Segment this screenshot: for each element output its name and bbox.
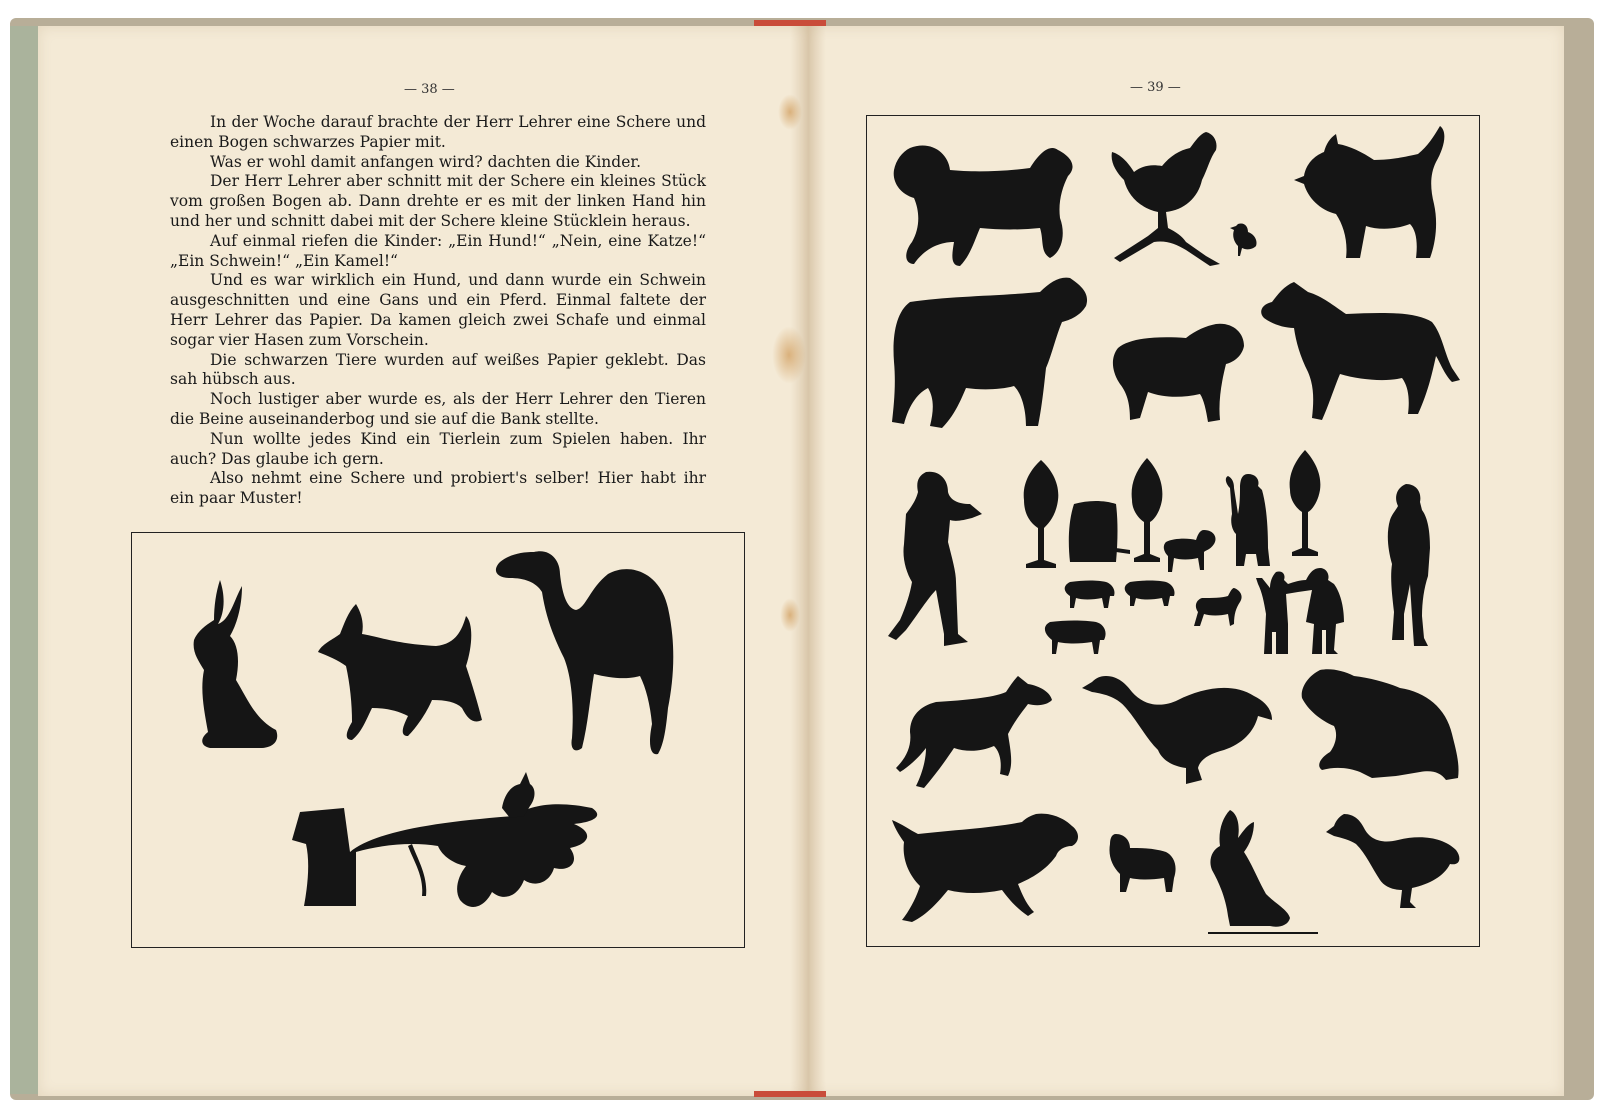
lamb-icon <box>1042 618 1108 656</box>
chick-icon <box>1230 222 1260 256</box>
shepherd-icon <box>1222 474 1272 570</box>
dog-icon <box>890 142 1078 270</box>
tree-icon <box>1022 460 1060 568</box>
tree-icon <box>1288 450 1322 556</box>
paper-stain <box>778 94 802 130</box>
cow-icon <box>890 276 1094 440</box>
paragraph: Der Herr Lehrer aber schnitt mit der Schere ein kleines Stück vom großen Bogen ab. Dann drehte er es mit der linken Hand hin und her und schnitt dabei mit der Schere kleine Stücklein heraus. <box>170 172 706 230</box>
boy-icon <box>886 470 986 650</box>
goose-icon <box>1082 676 1274 786</box>
paragraph: Noch lustiger aber wurde es, als der Herr Lehrer den Tieren die Beine auseinanderbog und sie auf die Bank stellte. <box>170 390 706 428</box>
pig-icon <box>1300 668 1462 786</box>
goose-icon <box>1326 814 1462 910</box>
paragraph: In der Woche darauf brachte der Herr Lehrer eine Schere und einen Bogen schwarzes Papier mit. <box>170 113 706 151</box>
bookmark-ribbon-bottom <box>754 1091 826 1097</box>
paper-stain <box>772 326 806 384</box>
lamb-icon <box>1122 578 1176 608</box>
page-number-right: — 39 — <box>1130 80 1181 95</box>
paragraph: Also nehmt eine Schere und probiert's selber! Hier habt ihr ein paar Muster! <box>170 469 706 508</box>
puppy-icon <box>1192 588 1244 628</box>
rooster-icon <box>1110 132 1222 266</box>
left-page-text <box>170 113 706 509</box>
horse-icon <box>896 676 1056 792</box>
standing-boy-icon <box>1384 484 1434 648</box>
dog-icon <box>892 812 1082 930</box>
book-gutter <box>790 26 826 1096</box>
paragraph: Auf einmal riefen die Kinder: „Ein Hund!“ „Nein, eine Katze!“ „Ein Schwein!“ „Ein Kamel!“ <box>170 231 706 270</box>
ram-icon <box>1162 530 1218 574</box>
children-icon <box>1256 562 1348 656</box>
hut-icon <box>1064 500 1130 566</box>
paragraph: Die schwarzen Tiere wurden auf weißes Papier geklebt. Das sah hübsch aus. <box>170 350 706 389</box>
donkey-icon <box>1256 282 1462 432</box>
rabbit-icon <box>190 580 282 752</box>
tree-branch-bird-icon <box>274 772 606 922</box>
dog-icon <box>316 604 486 744</box>
paper-stain <box>780 598 800 632</box>
small-dog-icon <box>1108 834 1178 896</box>
paragraph: Was er wohl damit anfangen wird? dachten die Kinder. <box>210 152 642 171</box>
bookmark-ribbon-top <box>754 20 826 26</box>
paragraph: Und es war wirklich ein Hund, und dann wurde ein Schwein ausgeschnitten und eine Gans und ein Pferd. Einmal faltete der Herr Lehrer das Papier. Da kamen gleich zwei Schafe und einmal sogar vier Hasen zum Vorschein. <box>170 271 706 349</box>
paragraph: Nun wollte jedes Kind ein Tierlein zum Spielen haben. Ihr auch? Das glaube ich gern. <box>170 429 706 468</box>
sheep-icon <box>1110 322 1248 432</box>
cat-icon <box>1290 126 1450 264</box>
lamb-icon <box>1060 578 1116 610</box>
page-number-left: — 38 — <box>404 82 455 97</box>
book-spine-cloth <box>10 26 40 1094</box>
tree-icon <box>1130 458 1164 562</box>
camel-icon <box>490 548 680 758</box>
hare-icon <box>1208 810 1318 934</box>
